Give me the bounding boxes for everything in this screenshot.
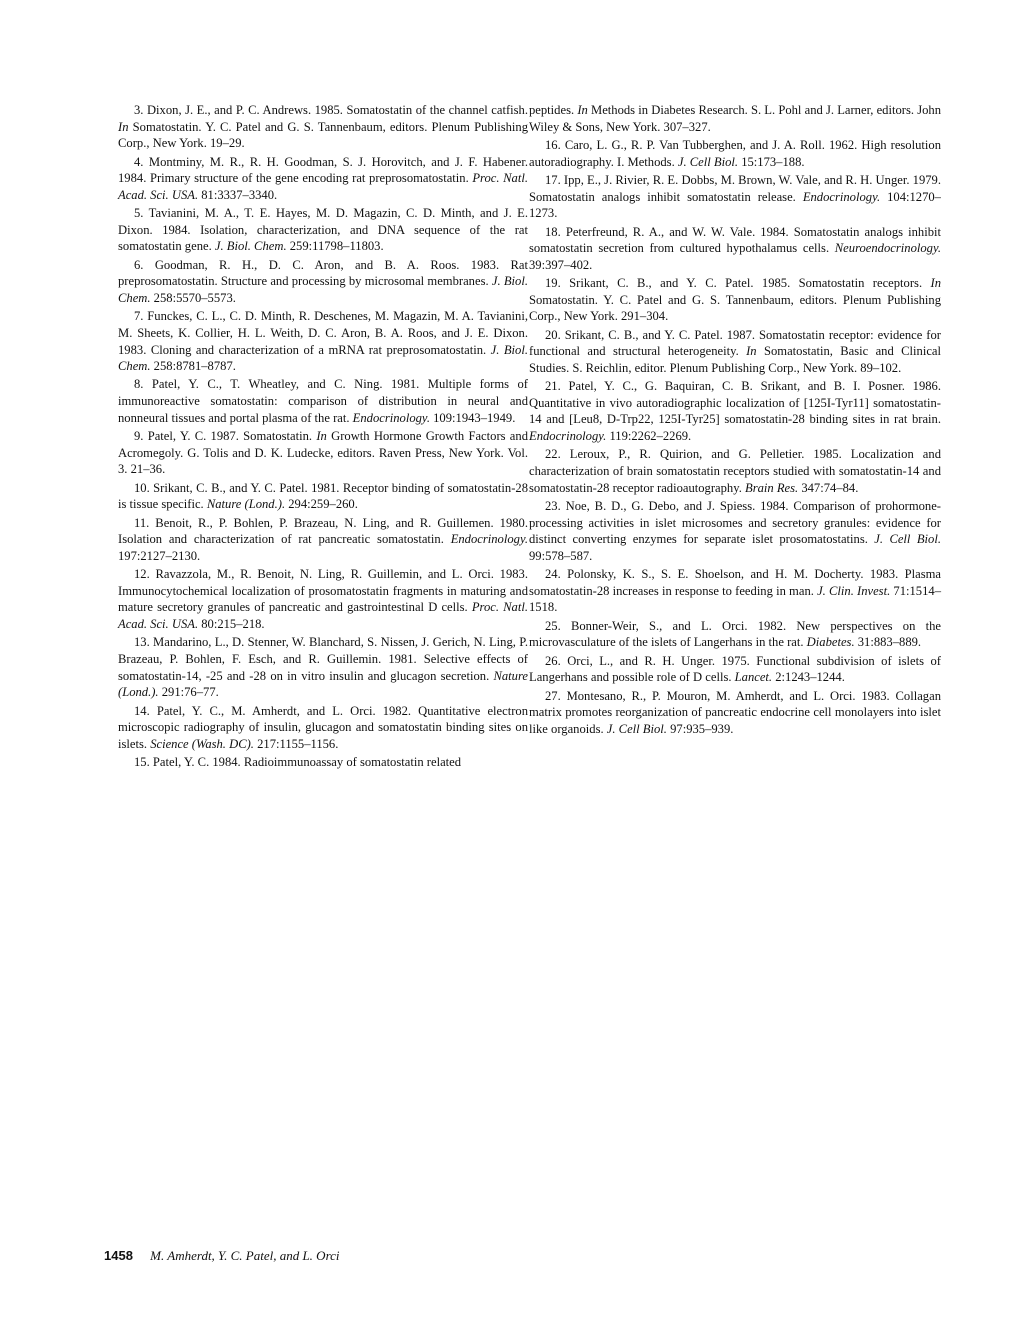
reference: 7. Funckes, C. L., C. D. Minth, R. Deschenes, M. Magazin, M. A. Tavianini, M. Sheets, K. Collier, H. L. Weith, D. C. Aron, B. A. Roos, and J. E. Dixon. 1983. Cloning and characterization of a mRNA rat preprosomatostatin. J. Biol. Chem. 258:8781–8787.: [118, 309, 529, 374]
reference: 21. Patel, Y. C., G. Baquiran, C. B. Srikant, and B. I. Posner. 1986. Quantitative in vivo autoradiographic localization of [125I-Tyr11] somatostatin-14 and [Leu8, D-Trp22, 125I-Tyr25] somatostatin-28 binding sites in rat brain. Endocrinology. 119:2262–2269.: [529, 379, 941, 444]
running-authors: M. Amherdt, Y. C. Patel, and L. Orci: [150, 1248, 340, 1263]
reference: 20. Srikant, C. B., and Y. C. Patel. 1987. Somatostatin receptor: evidence for functional and structural heterogeneity. In Somatostatin, Basic and Clinical Studies. S. Reichlin, editor. Plenum Publishing Corp., New York. 89–102.: [529, 327, 941, 375]
reference: 8. Patel, Y. C., T. Wheatley, and C. Ning. 1981. Multiple forms of immunoreactive somatostatin: comparison of distribution in neural and nonneural tissues and portal plasma of the rat. Endocrinology. 109:1943–1949.: [118, 377, 528, 425]
page-number: 1458: [104, 1248, 133, 1263]
reference: 15. Patel, Y. C. 1984. Radioimmunoassay of somatostatin related: [134, 755, 462, 770]
reference: 17. Ipp, E., J. Rivier, R. E. Dobbs, M. Brown, W. Vale, and R. H. Unger. 1979. Somatostatin analogs inhibit somatostatin release. Endocrinology. 104:1270–1273.: [529, 172, 941, 221]
reference: 27. Montesano, R., P. Mouron, M. Amherdt, and L. Orci. 1983. Collagan matrix promotes reorganization of pancreatic endocrine cell monolayers into islet like organoids. J. Cell Biol. 97:935–939.: [529, 688, 941, 736]
reference: 19. Srikant, C. B., and Y. C. Patel. 1985. Somatostatin receptors. In Somatostatin. Y. C. Patel and G. S. Tannenbaum, editors. Plenum Publishing Corp., New York. 291–304.: [529, 276, 941, 324]
reference: 22. Leroux, P., R. Quirion, and G. Pelletier. 1985. Localization and characterization of brain somatostatin receptors studied with somatostatin-14 and somatostatin-28 receptor radioautography. Brain Res. 347:74–84.: [529, 447, 941, 495]
reference: 13. Mandarino, L., D. Stenner, W. Blanchard, S. Nissen, J. Gerich, N. Ling, P. Brazeau, P. Bohlen, F. Esch, and R. Guillemin. 1981. Selective effects of somatostatin-14, -25 and -28 on in vitro insulin and glucagon secretion. Nature (Lond.). 291:76–77.: [118, 635, 528, 700]
reference: 12. Ravazzola, M., R. Benoit, N. Ling, R. Guillemin, and L. Orci. 1983. Immunocytochemical localization of prosomatostatin fragments in maturing and mature secretory granules of pancreatic and gastrointestinal D cells. Proc. Natl. Acad. Sci. USA. 80:215–218.: [118, 567, 529, 631]
reference: 4. Montminy, M. R., R. H. Goodman, S. J. Horovitch, and J. F. Habener. 1984. Primary structure of the gene encoding rat preprosomatostatin. Proc. Natl. Acad. Sci. USA. 81:3337–3340.: [118, 154, 528, 202]
reference: 23. Noe, B. D., G. Debo, and J. Spiess. 1984. Comparison of prohormone-processing activities in islet microsomes and secretory granules: evidence for distinct converting enzymes for separate islet prosomatostatins. J. Cell Biol. 99:578–587.: [529, 499, 941, 563]
reference: 16. Caro, L. G., R. P. Van Tubberghen, and J. A. Roll. 1962. High resolution autoradiography. I. Methods. J. Cell Biol. 15:173–188.: [529, 137, 941, 169]
reference: 25. Bonner-Weir, S., and L. Orci. 1982. New perspectives on the microvasculature of the islets of Langerhans in the rat. Diabetes. 31:883–889.: [529, 618, 941, 650]
reference: 24. Polonsky, K. S., S. E. Shoelson, and H. M. Docherty. 1983. Plasma somatostatin-28 increases in response to feeding in man. J. Clin. Invest. 71:1514–1518.: [529, 567, 941, 615]
reference: 18. Peterfreund, R. A., and W. W. Vale. 1984. Somatostatin analogs inhibit somatostatin secretion from cultured hypothalamus cells. Neuroendocrinology. 39:397–402.: [529, 224, 941, 272]
reference: 9. Patel, Y. C. 1987. Somatostatin. In Growth Hormone Growth Factors and Acromegoly. G. Tolis and D. K. Ludecke, editors. Raven Press, New York. Vol. 3. 21–36.: [118, 429, 528, 477]
reference: 10. Srikant, C. B., and Y. C. Patel. 1981. Receptor binding of somatostatin-28 is tissue specific. Nature (Lond.). 294:259–260.: [118, 480, 528, 512]
reference: 14. Patel, Y. C., M. Amherdt, and L. Orci. 1982. Quantitative electron microscopic radiography of insulin, glucagon and somatostatin binding sites on islets. Science (Wash. DC). 217:1155–1156.: [118, 703, 528, 751]
reference: 11. Benoit, R., P. Bohlen, P. Brazeau, N. Ling, and R. Guillemen. 1980. Isolation and characterization of rat pancreatic somatostatin. Endocrinology. 197:2127–2130.: [118, 515, 528, 563]
reference: 6. Goodman, R. H., D. C. Aron, and B. A. Roos. 1983. Rat preprosomatostatin. Structure and processing by microsomal membranes. J. Biol. Chem. 258:5570–5573.: [118, 257, 528, 305]
left-column: [118, 102, 528, 773]
right-column: [529, 102, 941, 739]
reference: 3. Dixon, J. E., and P. C. Andrews. 1985. Somatostatin of the channel catfish. In Somatostatin. Y. C. Patel and G. S. Tannenbaum, editors. Plenum Publishing Corp., New York. 19–29.: [118, 103, 528, 151]
reference-continuation: peptides. In Methods in Diabetes Research. S. L. Pohl and J. Larner, editors. John Wiley & Sons, New York. 307–327.: [529, 103, 941, 134]
reference: 26. Orci, L., and R. H. Unger. 1975. Functional subdivision of islets of Langerhans and possible role of D cells. Lancet. 2:1243–1244.: [529, 653, 941, 685]
page-footer: [104, 1248, 340, 1264]
reference: 5. Tavianini, M. A., T. E. Hayes, M. D. Magazin, C. D. Minth, and J. E. Dixon. 1984. Isolation, characterization, and DNA sequence of the rat somatostatin gene. J. Biol. Chem. 259:11798–11803.: [118, 206, 528, 254]
